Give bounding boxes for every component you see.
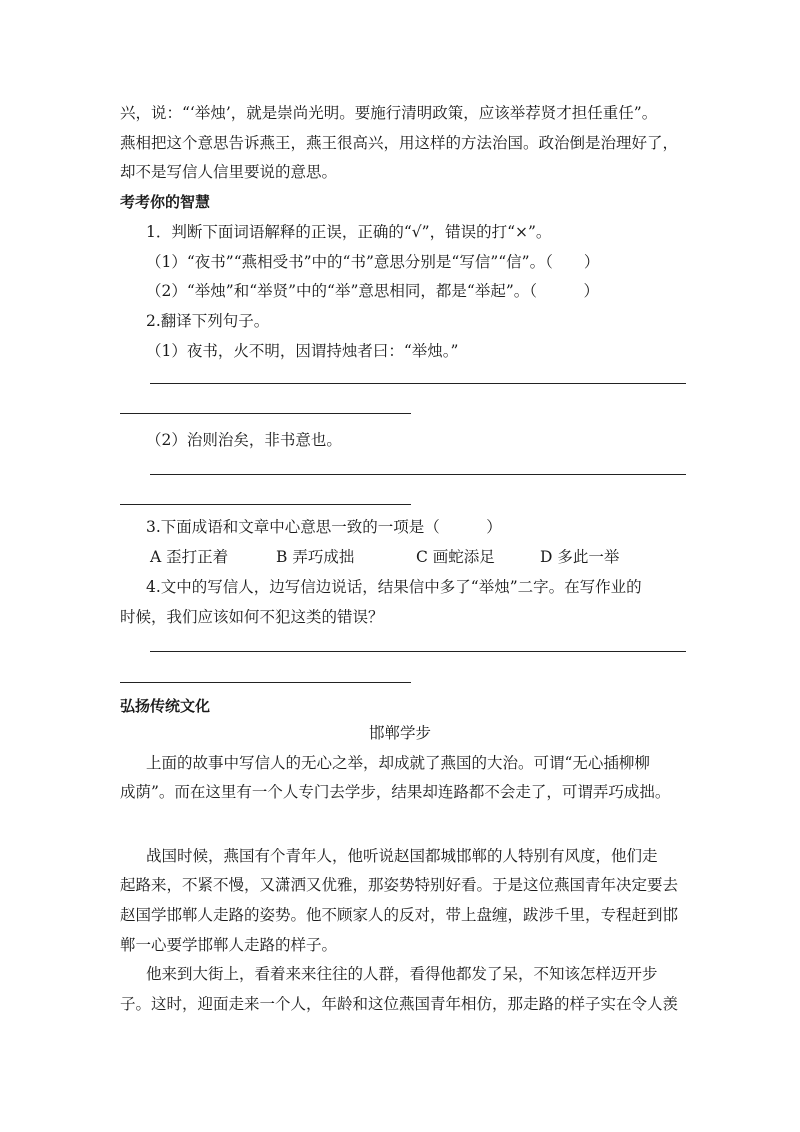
answer-line[interactable] bbox=[120, 504, 411, 505]
answer-line[interactable] bbox=[150, 651, 686, 652]
story-line: 兴，说：“‘举烛’，就是崇尚光明。要施行清明政策，应该举荐贤才担任重任”。 bbox=[120, 104, 658, 122]
story-title: 邯郸学步 bbox=[368, 724, 431, 742]
intro-line: 成荫”。而在这里有一个人专门去学步，结果却连路都不会走了，可谓弄巧成拙。 bbox=[120, 783, 671, 801]
option-b[interactable]: B 弄巧成拙 bbox=[276, 548, 355, 566]
option-c[interactable]: C 画蛇添足 bbox=[416, 548, 495, 566]
option-a[interactable]: A 歪打正着 bbox=[150, 548, 229, 566]
answer-line[interactable] bbox=[150, 474, 686, 475]
paragraph-line: 郸一心要学邯郸人走路的样子。 bbox=[120, 936, 338, 954]
culture-heading: 弘扬传统文化 bbox=[120, 697, 211, 715]
story-line: 燕相把这个意思告诉燕王，燕王很高兴，用这样的方法治国。政治倒是治理好了， bbox=[120, 134, 679, 152]
paragraph-line: 战国时候，燕国有个青年人，他听说赵国都城邯郸的人特别有风度，他们走 bbox=[146, 847, 658, 865]
answer-line[interactable] bbox=[120, 413, 411, 414]
question-4: 4.文中的写信人，边写信边说话，结果信中多了“举烛”二字。在写作业的 bbox=[146, 578, 642, 596]
question-3: 3.下面成语和文章中心意思一致的一项是（ ） bbox=[146, 518, 502, 536]
question-1: 1．判断下面词语解释的正误，正确的“√”，错误的打“×”。 bbox=[146, 223, 552, 241]
question-1-item-1: （1）“夜书”“燕相受书”中的“书”意思分别是“写信”“信”。（ ） bbox=[146, 253, 600, 271]
paragraph-line: 赵国学邯郸人走路的姿势。他不顾家人的反对，带上盘缠，跋涉千里，专程赶到邯 bbox=[120, 906, 679, 924]
story-line: 却不是写信人信里要说的意思。 bbox=[120, 163, 338, 181]
question-1-item-2: （2）“举烛”和“举贤”中的“举”意思相同，都是“举起”。（ ） bbox=[146, 282, 600, 300]
exercise-heading: 考考你的智慧 bbox=[120, 193, 211, 211]
question-2-item-2: （2）治则治矣，非书意也。 bbox=[146, 431, 342, 449]
answer-line[interactable] bbox=[120, 682, 411, 683]
answer-line[interactable] bbox=[150, 383, 686, 384]
question-2-item-1: （1）夜书，火不明，因谓持烛者曰：“举烛。” bbox=[146, 342, 459, 360]
paragraph-line: 子。这时，迎面走来一个人，年龄和这位燕国青年相仿，那走路的样子实在令人羡 bbox=[120, 995, 679, 1013]
intro-line: 上面的故事中写信人的无心之举，却成就了燕国的大治。可谓“无心插柳柳 bbox=[146, 754, 650, 772]
paragraph-line: 他来到大街上，看着来来往往的人群，看得他都发了呆，不知该怎样迈开步 bbox=[146, 965, 658, 983]
question-2: 2.翻译下列句子。 bbox=[146, 312, 270, 330]
paragraph-line: 起路来，不紧不慢，又潇洒又优雅，那姿势特别好看。于是这位燕国青年决定要去 bbox=[120, 876, 679, 894]
question-4: 时候，我们应该如何不犯这类的错误？ bbox=[120, 608, 384, 626]
option-d[interactable]: D 多此一举 bbox=[540, 548, 620, 566]
